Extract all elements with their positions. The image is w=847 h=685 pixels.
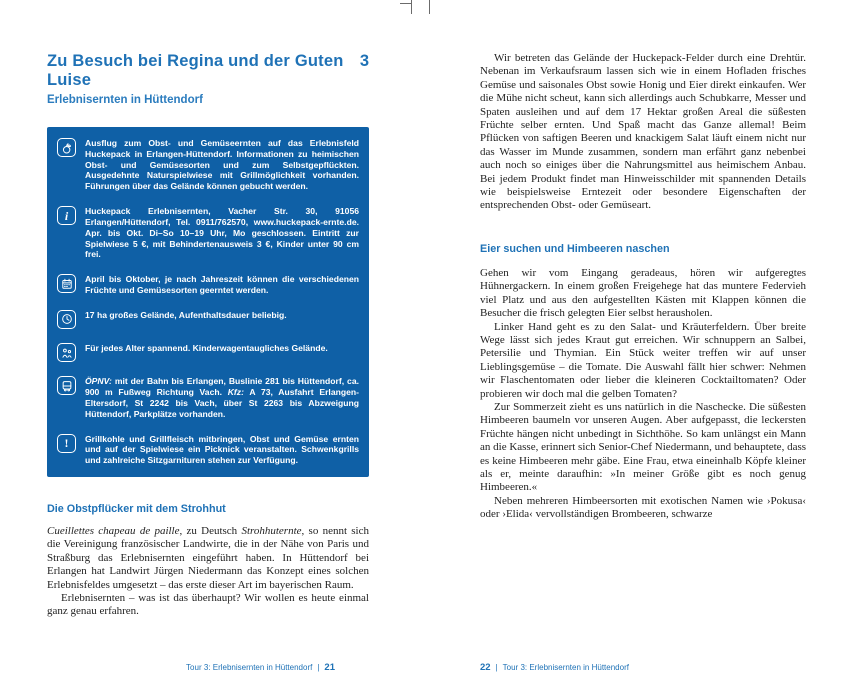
text-segment: , zu Deutsch <box>179 525 242 537</box>
info-item-text: 17 ha großes Gelände, Aufenthaltsdauer beliebig. <box>85 309 287 320</box>
text-segment: Strohhuternte <box>241 525 302 537</box>
fruit-icon <box>57 138 76 157</box>
info-item-age <box>57 343 359 362</box>
footer-label: Tour 3: Erlebnisernten in Hüttendorf <box>502 663 629 672</box>
info-item-tip <box>57 434 359 466</box>
section-heading: Eier suchen und Himbeeren naschen <box>480 242 670 255</box>
page-number: 21 <box>324 662 335 673</box>
body-paragraph: Wir betreten das Gelände der Huckepack-Felder durch eine Drehtür. Nebenan im Verkaufsraum lassen sich wie in einem Hofladen frisches Gemüse und saisonales Obst sowie Honig und Eier direkt einkaufen. Wer die Mühe nicht scheut, kann sich allerdings auch Schubkarre, Messer und Spaten ausleihen und auf dem 17 Hektar großen Areal die süßesten Früchte selber ernten. Und Spaß macht das Ganze allemal! Beim Pflücken von saftigen Beeren und knackigem Salat läuft einem nicht nur das Wasser im Munde zusammen, sondern man erfährt ganz nebenbei auch noch so einiges über die Nahrungsmittel aus heimischem Anbau. Bei jedem Produkt findet man Hinweisschilder mit spannenden Details wie beispielsweise Erntezeit oder besondere Eigenschaften der entsprechenden Obst- oder Gemüseart. <box>480 52 806 212</box>
info-item-season <box>57 274 359 296</box>
page-footer-right <box>480 662 629 673</box>
body-paragraph: Zur Sommerzeit zieht es uns natürlich in die Naschecke. Die süßesten Himbeeren baumeln vor unseren Augen. Aber aufgepasst, die leckersten Früchte hängen nicht unbedingt in Sichthöhe. So kam unlängst ein Mann an die Kasse, erinnert sich Senior-Chef Niedermann, und behauptete, dass es keine Himbeeren mehr gäbe. Eine Frau, etwa eineinhalb Köpfe kleiner als er, meinte daraufhin: »In meiner Größe gibt es noch genug Himbeeren.« <box>480 400 807 494</box>
text-segment: Kfz: <box>227 387 244 398</box>
body-paragraph: Erlebnisernten – was ist das überhaupt? Wir wollen es heute einmal ganz genau erfahren. <box>47 592 369 618</box>
page-left <box>47 52 369 677</box>
info-item-activity <box>57 138 359 192</box>
info-item-text: April bis Oktober, je nach Jahreszeit können die verschiedenen Früchte und Gemüsesorten geerntet werden. <box>85 274 359 296</box>
footer-separator: | <box>317 663 320 672</box>
info-item-transport <box>57 376 359 419</box>
info-item-text: Grillkohle und Grillfleisch mitbringen, Obst und Gemüse ernten und auf der Spielwiese ein Picknick veranstalten. Schwenkgrills und zahlreiche Sitzgarnituren stehen zur Verfügung. <box>85 433 359 466</box>
crop-mark-horizontal <box>400 3 412 4</box>
body-paragraph: Gehen wir vom Eingang geradeaus, hören wir aufgeregtes Hühnergackern. In einem großen Freigehege hat das muntere Federvieh viel Platz und aus den aufgestellten Kästen mit Klappen können die Besucher die frisch gelegten Eier selbst herausholen. <box>480 266 806 320</box>
page-number: 22 <box>480 662 491 673</box>
info-item-text: Ausflug zum Obst- und Gemüseernten auf das Erlebnisfeld Huckepack in Erlangen-Hüttendorf. Informationen zu heimischen Obst- und Gemüsesorten und zum Selbstgepflückten. Ausgedehnte Naturspielwiese mit Grillmöglichkeit vorhanden. Führungen über das Gelände können gebucht werden. <box>85 138 359 192</box>
family-icon <box>57 343 76 362</box>
text-segment: , so nennt sich die Vereinigung französischer Landwirte, die in der Nähe von Paris und Straßburg das Erlebnisernten eingeführt haben. In Hüttendorf bei Erlangen hat Landwirt Jürgen Niedermann das Konzept eines solchen Erlebnisfeldes umgesetzt – das erste dieser Art im bayerischen Raum. <box>47 525 369 591</box>
tour-number: 3 <box>359 52 369 70</box>
text-segment: mit der Bahn bis Erlangen, Buslinie 281 bis Hüttendorf, ca. 900 m Fußweg Richtung Vach. <box>85 376 359 398</box>
bus-icon <box>57 376 76 395</box>
footer-label: Tour 3: Erlebnisernten in Hüttendorf <box>186 663 313 672</box>
calendar-icon <box>57 274 76 293</box>
info-item-duration <box>57 310 359 329</box>
footer-separator: | <box>495 663 498 672</box>
chapter-title-row <box>47 52 369 90</box>
info-icon: i <box>57 206 76 225</box>
body-paragraph <box>47 525 369 592</box>
page-footer-left <box>186 662 335 673</box>
section-heading: Die Obstpflücker mit dem Strohhut <box>47 503 226 515</box>
warning-icon: ! <box>57 434 76 453</box>
info-item-contact <box>57 206 359 260</box>
body-paragraph: Linker Hand geht es zu den Salat- und Kräuterfeldern. Über breite Wege lässt sich jedes Kraut gut erreichen. Wir schnuppern an Salbei, Petersilie und Thymian. Ein Stück weiter treffen wir auf unser Lieblingsgemüse – die Tomate. Die Auswahl fällt hier schwer: Nehmen wir Flaschentomaten oder lieber die kleineren Cocktailtomaten? Oder probieren wir doch mal die gelben Tomaten? <box>480 320 806 400</box>
chapter-title: Zu Besuch bei Regina und der Guten Luise <box>47 52 344 89</box>
info-box <box>47 127 369 477</box>
info-item-text: Huckepack Erlebnisernten, Vacher Str. 30, 91056 Erlangen/Hüttendorf, Tel. 0911/762570, www.huckepack-ernte.de. Apr. bis Okt. Di–So 10–19 Uhr, Mo geschlossen. Eintritt zur Spielwiese 5 €, mit Behindertenausweis 3 €, Kinder unter 90 cm frei. <box>85 206 359 260</box>
page-right <box>480 52 806 677</box>
text-segment: A 73, Ausfahrt Erlangen-Eltersdorf, St 2242 bis Vach, über St 2263 bis Abzweigung Hüttendorf, Parkplätze vorhanden. <box>85 387 359 419</box>
crop-mark-vertical <box>429 0 430 14</box>
info-item-text: Für jedes Alter spannend. Kinderwagentaugliches Gelände. <box>85 343 328 354</box>
body-paragraph: Neben mehreren Himbeersorten mit exotischen Namen wie ›Pokusa‹ oder ›Elida‹ vervollständigen Brombeeren, schwarze <box>480 494 806 521</box>
chapter-subtitle: Erlebnisernten in Hüttendorf <box>47 94 203 106</box>
text-segment: Cueillettes chapeau de paille <box>47 525 180 537</box>
info-item-text <box>85 376 359 419</box>
text-segment: ÖPNV: <box>85 376 112 387</box>
clock-icon <box>57 310 76 329</box>
